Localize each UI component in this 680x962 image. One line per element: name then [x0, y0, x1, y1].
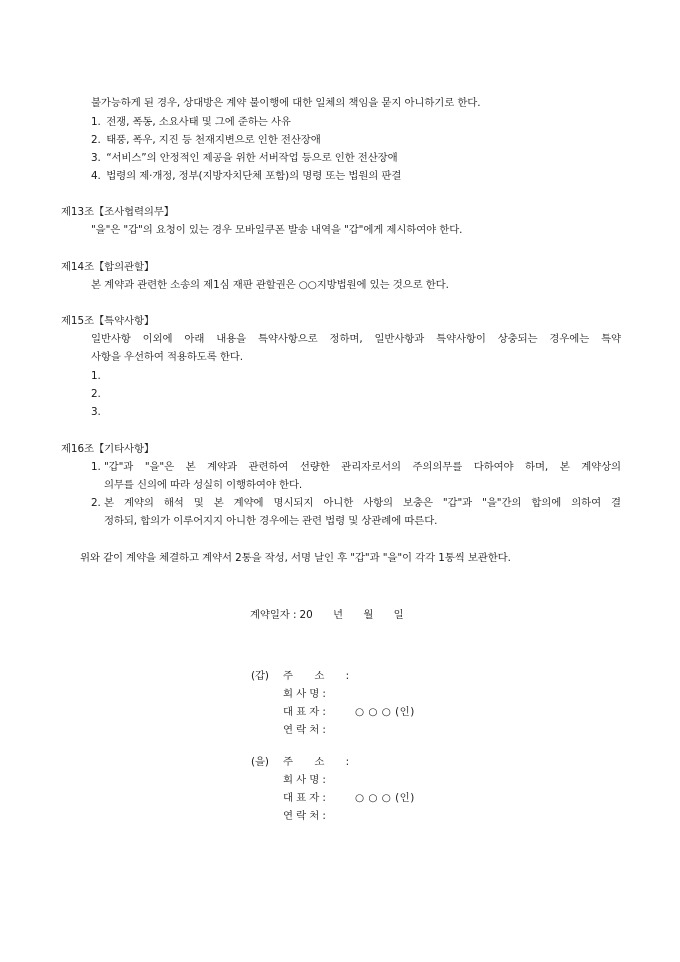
list-item: 3. “서비스”의 안정적인 제공을 위한 서버작업 등으로 인한 전산장애: [91, 152, 398, 164]
contract-date-year: 년: [332, 609, 343, 621]
closing-statement: 위와 같이 계약을 체결하고 계약서 2통을 작성, 서명 날인 후 "갑"과 "을"이 각각 1통씩 보관한다.: [80, 552, 511, 564]
article-13-body: "을"은 "갑"의 요청이 있는 경우 모바일쿠폰 발송 내역을 "갑"에게 제시하여야 한다.: [91, 224, 463, 236]
party-b-address-label: 주 소 :: [283, 756, 350, 768]
article-13-title: 제13조【조사협력의무】: [61, 206, 175, 218]
article-15-title: 제15조【특약사항】: [61, 315, 155, 327]
list-item: 1.: [91, 370, 101, 382]
party-a-contact-label: 연 락 처 :: [283, 724, 326, 736]
list-item: 3.: [91, 406, 101, 418]
article-16-title: 제16조【기타사항】: [61, 443, 155, 455]
party-a-rep-value: ○ ○ ○ (인): [355, 706, 415, 718]
article-16-item1-line1: "갑"과 "을"은 본 계약과 관련하여 선량한 관리자로서의 주의의무를 다하여야 하며, 본 계약상의: [104, 461, 621, 473]
list-item: 4. 법령의 제·개정, 정부(지방자치단체 포함)의 명령 또는 법원의 판결: [91, 170, 402, 182]
continuation-text: 불가능하게 된 경우, 상대방은 계약 불이행에 대한 일체의 책임을 묻지 아니하기로 한다.: [91, 97, 481, 109]
article-15-body-line2: 사항을 우선하여 적용하도록 한다.: [91, 351, 243, 363]
party-b-company-label: 회 사 명 :: [283, 774, 326, 786]
article-16-item1-line2: 의무를 신의에 따라 성실히 이행하여야 한다.: [104, 479, 303, 491]
article-16-item2-line2: 정하되, 합의가 이루어지지 아니한 경우에는 관련 법령 및 상관례에 따른다.: [104, 515, 438, 527]
party-a-address-label: 주 소 :: [283, 670, 350, 682]
contract-date-day: 일: [393, 609, 404, 621]
party-b-rep-label: 대 표 자 :: [283, 792, 326, 804]
party-b-contact-label: 연 락 처 :: [283, 810, 326, 822]
party-a-company-label: 회 사 명 :: [283, 688, 326, 700]
article-14-title: 제14조【합의관할】: [61, 261, 155, 273]
list-item: 2.: [91, 388, 101, 400]
article-16-item2-line1: 본 계약의 해석 및 본 계약에 명시되지 아니한 사항의 보충은 "갑"과 "을"간의 합의에 의하여 결: [104, 497, 621, 509]
party-b-rep-value: ○ ○ ○ (인): [355, 792, 415, 804]
article-16-item2-num: 2.: [91, 497, 101, 509]
party-a-tag: (갑): [251, 670, 269, 682]
list-item: 2. 태풍, 폭우, 지진 등 천재지변으로 인한 전산장애: [91, 134, 321, 146]
contract-date-month: 월: [363, 609, 374, 621]
party-b-tag: (을): [251, 756, 269, 768]
party-a-rep-label: 대 표 자 :: [283, 706, 326, 718]
article-14-body: 본 계약과 관련한 소송의 제1심 재판 관할권은 ○○지방법원에 있는 것으로 한다.: [91, 279, 449, 291]
contract-date: [250, 610, 404, 620]
contract-date-label: 계약일자 : 20: [250, 609, 313, 621]
article-16-item1-num: 1.: [91, 461, 101, 473]
list-item: 1. 전쟁, 폭동, 소요사태 및 그에 준하는 사유: [91, 116, 291, 128]
article-15-body-line1: 일반사항 이외에 아래 내용을 특약사항으로 정하며, 일반사항과 특약사항이 상충되는 경우에는 특약: [91, 333, 621, 345]
